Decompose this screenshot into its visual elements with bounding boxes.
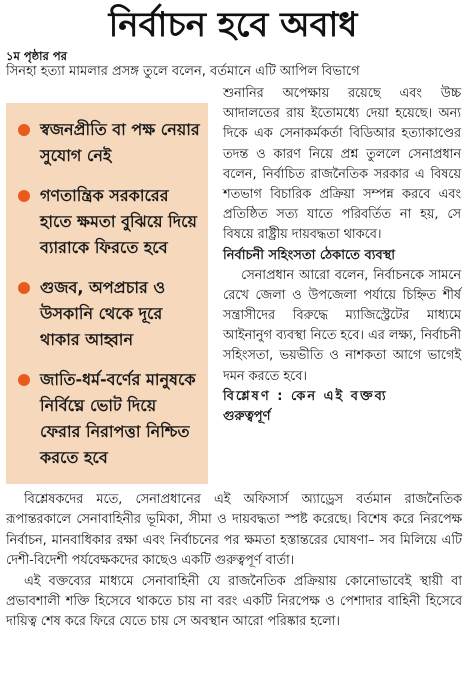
bottom-section xyxy=(6,490,462,633)
intro-line: সিনহা হত্যা মামলার প্রসঙ্গ তুলে বলেন, বর্তমানে এটি আপিল বিভাগে xyxy=(6,64,360,79)
headline: নির্বাচন হবে অবাধ xyxy=(108,5,358,45)
highlight-text: গণতান্ত্রিক সরকারের হাতে ক্ষমতা বুঝিয়ে দিয়ে ব্যারাকে ফিরতে হবে xyxy=(40,186,197,257)
bullet-dot-icon xyxy=(18,282,30,294)
subheading-analysis-line2: গুরুত্বপূর্ণ xyxy=(223,408,271,424)
highlight-item xyxy=(14,367,200,471)
right-paragraph-2: সেনাপ্রধান আরো বলেন, নির্বাচনকে সামনে রেখে জেলা ও উপজেলা পর্যায়ে চিহ্নিত শীর্ষ সন্ত্রাসীদের বিরুদ্ধে ম্যাজিস্ট্রেটের মাধ্যমে আইনানুগ ব্যবস্থা নিতে হবে। এর লক্ষ্য, নির্বাচনী সহিংসতা, ভয়ভীতি ও নাশকতা আগে ভাগেই দমন করতে হবে। xyxy=(223,267,461,384)
bottom-paragraph-1: বিশ্লেষকদের মতে, সেনাপ্রধানের এই অফিসার্স অ্যাড্রেস বর্তমান রাজনৈতিক রূপান্তরকালে সেনাবাহিনীর ভূমিকা, সীমা ও দায়বদ্ধতা স্পষ্ট করেছে। বিশেষ করে নিরপেক্ষ নির্বাচন, মানবাধিকার রক্ষা এবং নির্বাচনের পর ক্ষমতা হস্তান্তরের ঘোষণা– সব মিলিয়ে এটি দেশী-বিদেশী পর্যবেক্ষকদের কাছেও একটি গুরুত্বপূর্ণ বার্তা। xyxy=(6,492,462,569)
bottom-paragraph-2: এই বক্তব্যের মাধ্যমে সেনাবাহিনী যে রাজনৈতিক প্রক্রিয়ায় কোনোভাবেই স্থায়ী বা প্রভাবশালী শক্তি হিসেবে থাকতে চায় না বরং একটি নিরপেক্ষ ও পেশাদার বাহিনী হিসেবে দায়িত্ব শেষ করে ফিরে যেতে চায় সে অবস্থান আরো পরিষ্কার হলো। xyxy=(6,573,462,630)
bullet-dot-icon xyxy=(18,124,30,136)
highlight-item xyxy=(14,117,200,169)
subheading-analysis-line1: বিশ্লেষণ : কেন এই বক্তব্য xyxy=(223,388,388,404)
bullet-dot-icon xyxy=(18,190,30,202)
continued-from-label: ১ম পৃষ্ঠার পর xyxy=(6,49,67,63)
subheading-analysis xyxy=(223,387,461,427)
highlight-item xyxy=(14,183,200,261)
highlight-item xyxy=(14,275,200,353)
highlight-text: জাতি-ধর্ম-বর্ণের মানুষকে নির্বিঘ্নে ভোট দিয়ে ফেরার নিরাপত্তা নিশ্চিত করতে হবে xyxy=(40,370,196,467)
highlight-text: স্বজনপ্রীতি বা পক্ষ নেয়ার সুযোগ নেই xyxy=(40,120,200,165)
subheading-violence: নির্বাচনী সহিংসতা ঠেকাতে ব্যবস্থা xyxy=(223,247,396,263)
right-column xyxy=(223,84,461,427)
highlight-text: গুজব, অপপ্রচার ও উসকানি থেকে দূরে থাকার আহ্বান xyxy=(40,278,166,349)
right-paragraph-1: শুনানির অপেক্ষায় রয়েছে এবং উচ্চ আদালতের রায় ইতোমধ্যে দেয়া হয়েছে। অন্য দিকে এক সেনাকর্মকর্তা বিডিআর হত্যাকাণ্ডের তদন্ত ও কারণ নিয়ে প্রশ্ন তুললে সেনাপ্রধান বলেন, নির্বাচিত রাজনৈতিক সরকার এ বিষয়ে শতভাগ বিচারিক প্রক্রিয়া সম্পন্ন করবে এবং প্রতিষ্ঠিত সত্য যাতে পরিবর্তিত না হয়, সে বিষয়ে রাষ্ট্রীয় দায়বদ্ধতা থাকবে। xyxy=(223,86,461,243)
highlights-box xyxy=(6,103,208,484)
bullet-dot-icon xyxy=(18,374,30,386)
